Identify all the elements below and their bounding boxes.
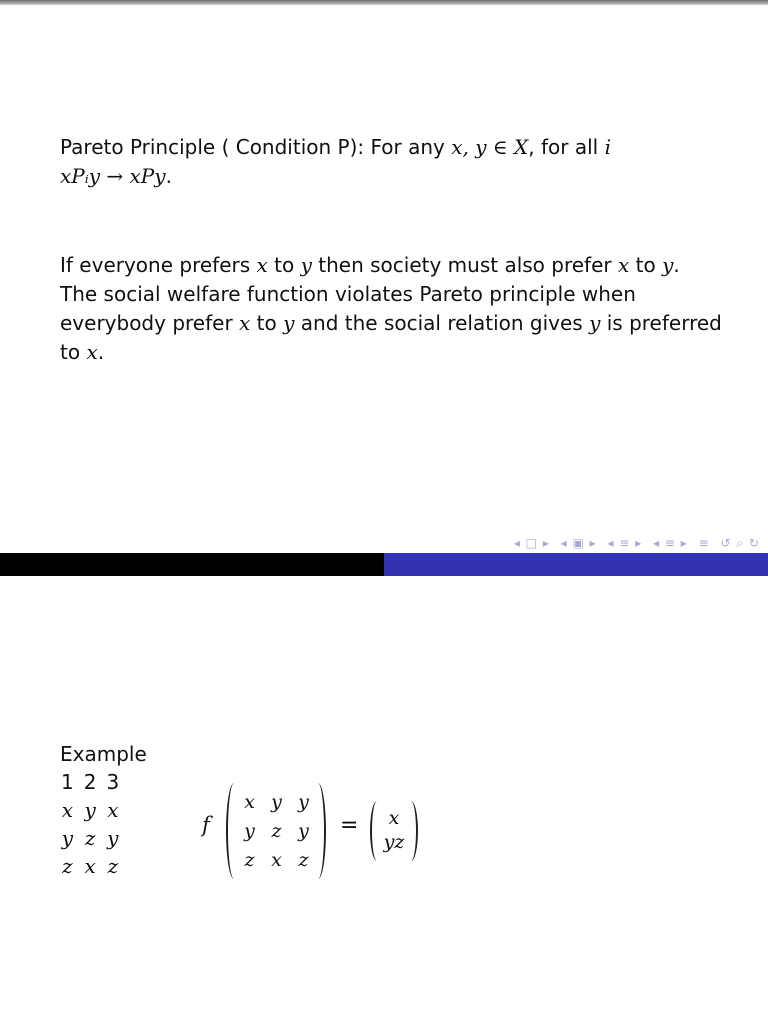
profile-matrix <box>226 783 326 879</box>
math-i: i <box>604 135 612 159</box>
math-y: y <box>662 253 674 277</box>
explain-text: everybody prefer <box>60 311 240 335</box>
matrix-row <box>236 787 317 816</box>
result-top: x <box>388 807 400 829</box>
function-f: f <box>202 813 210 837</box>
swf-formula <box>200 783 440 883</box>
period: . <box>165 164 172 188</box>
math-y: y <box>589 311 601 335</box>
explain-text: to <box>629 253 663 277</box>
explain-line-2: The social welfare function violates Pareto principle when <box>60 282 636 306</box>
nav-toc-icon[interactable]: ≡ <box>698 536 710 550</box>
table-cell: x <box>61 798 73 822</box>
table-cell: y <box>107 826 119 850</box>
pareto-text-mid: , for all <box>528 135 605 159</box>
matrix-cell: y <box>298 790 309 813</box>
matrix-cell: y <box>271 790 282 813</box>
explain-line-3 <box>60 309 722 338</box>
explain-text: to <box>60 340 87 364</box>
matrix-cell: x <box>271 848 282 871</box>
table-header-row <box>56 768 124 796</box>
divider-black <box>0 553 384 576</box>
pareto-line-2 <box>60 162 172 191</box>
example-title: Example <box>60 742 147 766</box>
explain-line-4 <box>60 338 104 367</box>
matrix-table <box>236 787 317 874</box>
explain-text: If everyone prefers <box>60 253 257 277</box>
nav-frame-icon[interactable]: ◂ □ ▸ <box>513 536 550 550</box>
table-cell: z <box>62 854 73 878</box>
explain-text: then society must also prefer <box>311 253 618 277</box>
matrix-row <box>236 845 317 874</box>
table-row <box>56 852 124 880</box>
math-x: x <box>86 340 98 364</box>
nav-subsection-list-icon[interactable]: ◂ ≡ ▸ <box>653 536 688 550</box>
voter-1: 1 <box>61 770 74 794</box>
nav-section-icon[interactable]: ◂ ≡ ▸ <box>607 536 643 550</box>
pareto-line-1 <box>60 133 611 162</box>
slide-pareto <box>0 5 768 553</box>
table-cell: z <box>84 826 96 850</box>
divider-blue <box>384 553 768 576</box>
table-cell: y <box>61 826 74 850</box>
explain-text: to <box>250 311 284 335</box>
table-cell: x <box>107 798 119 822</box>
explain-line-1 <box>60 251 680 280</box>
matrix-cell: z <box>271 819 282 842</box>
matrix-cell: y <box>298 819 309 842</box>
nav-subsection-icon[interactable]: ◂ ▣ ▸ <box>560 536 597 550</box>
voter-2: 2 <box>83 770 97 794</box>
matrix-row <box>236 816 317 845</box>
matrix-cell: z <box>298 848 309 871</box>
pareto-text: Pareto Principle ( Condition P): For any <box>60 135 452 159</box>
beamer-navigation <box>508 536 760 551</box>
slide-example <box>0 576 768 1024</box>
result-vector <box>370 801 418 861</box>
equals-sign: = <box>340 813 359 838</box>
math-y: y <box>283 311 295 335</box>
math-xy-in-X: x, y ∈ X <box>451 135 529 159</box>
nav-search-icon[interactable]: ↺ ⌕ ↻ <box>720 536 760 550</box>
matrix-cell: z <box>244 848 255 871</box>
explain-text: is preferred <box>600 311 722 335</box>
period: . <box>673 253 680 277</box>
table-cell: y <box>84 798 96 822</box>
table-cell: x <box>84 854 96 878</box>
period: . <box>97 340 105 364</box>
preference-table <box>56 768 124 880</box>
table-cell: z <box>107 854 119 878</box>
slide-divider-bar <box>0 553 768 576</box>
math-y: y <box>300 253 312 277</box>
table-row <box>56 824 124 852</box>
matrix-cell: y <box>244 819 255 842</box>
explain-text: and the social relation gives <box>294 311 590 335</box>
math-x: x <box>256 253 268 277</box>
voter-3: 3 <box>106 770 120 794</box>
matrix-cell: x <box>244 790 255 813</box>
result-bottom: yz <box>383 831 405 853</box>
math-x: x <box>617 253 630 277</box>
table-row <box>56 796 124 824</box>
math-x: x <box>239 311 251 335</box>
explain-text: to <box>267 253 301 277</box>
math-pareto-implication: xPᵢy → xPy <box>60 164 166 188</box>
